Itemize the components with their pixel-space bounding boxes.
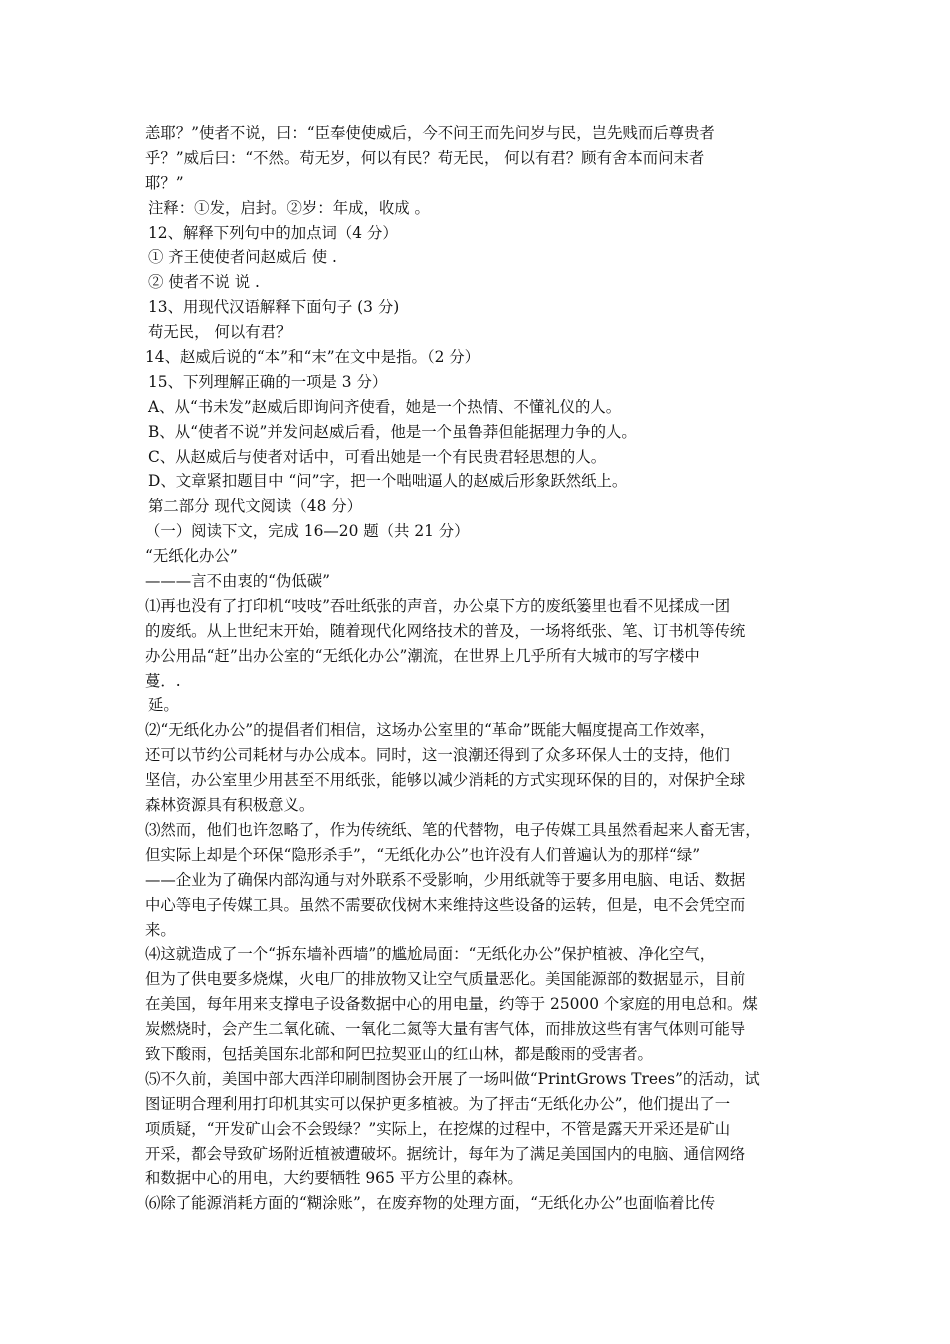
paragraph-4-line: ⑷这就造成了一个“拆东墙补西墙”的尴尬局面：“无纸化办公”保护植被、净化空气， bbox=[145, 945, 716, 964]
paragraph-3-line: ——企业为了确保内部沟通与对外联系不受影响，少用纸就等于要多用电脑、电话、数据 bbox=[145, 870, 746, 889]
document-body bbox=[145, 121, 817, 1216]
annotation-line: 注释：①发，启封。②岁：年成，收成 。 bbox=[148, 198, 430, 217]
paragraph-3-line: ⑶然而，他们也许忽略了，作为传统纸、笔的代替物，电子传媒工具虽然看起来人畜无害， bbox=[145, 820, 761, 839]
option-a: A、从“书未发”赵威后即询问齐使看，她是一个热情、不懂礼仪的人。 bbox=[148, 397, 622, 416]
paragraph-3-line: 但实际上却是个环保“隐形杀手”，“无纸化办公”也许没有人们普遍认为的那样“绿” bbox=[145, 845, 701, 864]
paragraph-2-line: ⑵“无纸化办公”的提倡者们相信，这场办公室里的“革命”既能大幅度提高工作效率， bbox=[145, 721, 716, 740]
paragraph-5-line: 开采，都会导致矿场附近植被遭破坏。据统计，每年为了满足美国国内的电脑、通信网络 bbox=[145, 1144, 746, 1163]
paragraph-2-line: 森林资源具有积极意义。 bbox=[145, 796, 315, 815]
paragraph-1-line: 延。 bbox=[148, 696, 179, 715]
article-title: “无纸化办公” bbox=[145, 547, 238, 566]
paragraph-5-line: 和数据中心的用电，大约要牺牲 965 平方公里的森林。 bbox=[145, 1169, 523, 1188]
paragraph-4-line: 但为了供电要多烧煤，火电厂的排放物又让空气质量恶化。美国能源部的数据显示，目前 bbox=[145, 970, 746, 989]
paragraph-2-line: 还可以节约公司耗材与办公成本。同时，这一浪潮还得到了众多环保人士的支持，他们 bbox=[145, 746, 730, 765]
option-c: C、从赵威后与使者对话中，可看出她是一个有民贵君轻思想的人。 bbox=[148, 447, 607, 466]
paragraph-4-line: 炭燃烧时，会产生二氧化硫、一氧化二氮等大量有害气体，而排放这些有害气体则可能导 bbox=[145, 1020, 746, 1039]
paragraph-3-line: 中心等电子传媒工具。虽然不需要砍伐树木来维持这些设备的运转，但是，电不会凭空而 bbox=[145, 895, 746, 914]
option-d: D、文章紧扣题目中 “问”字，把一个咄咄逼人的赵威后形象跃然纸上。 bbox=[148, 472, 628, 491]
paragraph-1-line: 蔓．. bbox=[145, 671, 181, 690]
question-15: 15、下列理解正确的一项是 3 分） bbox=[148, 372, 388, 391]
question-14: 14、赵威后说的“本”和“末”在文中是指。（2 分） bbox=[145, 348, 481, 367]
paragraph-3-line: 来。 bbox=[145, 920, 176, 939]
paragraph-1-line: 办公用品“赶”出办公室的“无纸化办公”潮流，在世界上几乎所有大城市的写字楼中 bbox=[145, 646, 700, 665]
text-line: 恙耶？”使者不说，曰：“臣奉使使威后，今不问王而先问岁与民，岂先贱而后尊贵者 bbox=[145, 124, 715, 142]
question-12-item-1: ① 齐王使使者问赵威后 使 . bbox=[148, 248, 337, 267]
paragraph-6-line: ⑹除了能源消耗方面的“糊涂账”，在废弃物的处理方面，“无纸化办公”也面临着比传 bbox=[145, 1194, 716, 1213]
text-line: 耶？” bbox=[145, 173, 184, 192]
question-12: 12、解释下列句中的加点词（4 分） bbox=[148, 223, 398, 242]
subsection-heading: （一）阅读下文，完成 16—20 题（共 21 分） bbox=[145, 522, 470, 541]
text-line: 乎？”威后曰：“不然。苟无岁，何以有民？苟无民， 何以有君？顾有舍本而问末者 bbox=[145, 148, 705, 167]
paragraph-5-line: 图证明合理利用打印机其实可以保护更多植被。为了抨击“无纸化办公”，他们提出了一 bbox=[145, 1094, 731, 1113]
question-13: 13、用现代汉语解释下面句子 (3 分) bbox=[148, 298, 400, 317]
section-heading: 第二部分 现代文阅读（48 分） bbox=[148, 497, 363, 516]
question-13-sentence: 苟无民， 何以有君？ bbox=[148, 323, 292, 342]
paragraph-1-line: 的废纸。从上世纪末开始，随着现代化网络技术的普及，一场将纸张、笔、订书机等传统 bbox=[145, 621, 746, 640]
paragraph-2-line: 坚信，办公室里少用甚至不用纸张，能够以减少消耗的方式实现环保的目的，对保护全球 bbox=[145, 771, 746, 790]
paragraph-1-line: ⑴再也没有了打印机“吱吱”吞吐纸张的声音，办公桌下方的废纸篓里也看不见揉成一团 bbox=[145, 596, 731, 615]
paragraph-4-line: 在美国，每年用来支撑电子设备数据中心的用电量，约等于 25000 个家庭的用电总和。煤 bbox=[145, 995, 758, 1014]
paragraph-4-line: 致下酸雨，包括美国东北部和阿巴拉契亚山的红山林，都是酸雨的受害者。 bbox=[145, 1044, 653, 1063]
question-12-item-2: ② 使者不说 说 . bbox=[148, 273, 260, 292]
option-b: B、从“使者不说”并发问赵威后看，他是一个虽鲁莽但能据理力争的人。 bbox=[148, 422, 637, 441]
article-subtitle: ———言不由衷的“伪低碳” bbox=[145, 572, 331, 591]
paragraph-5-line: ⑸不久前，美国中部大西洋印刷制图协会开展了一场叫做“PrintGrows Trees”的活动，试 bbox=[145, 1069, 760, 1088]
paragraph-5-line: 项质疑，“开发矿山会不会毁绿？”实际上，在挖煤的过程中，不管是露天开采还是矿山 bbox=[145, 1119, 731, 1138]
